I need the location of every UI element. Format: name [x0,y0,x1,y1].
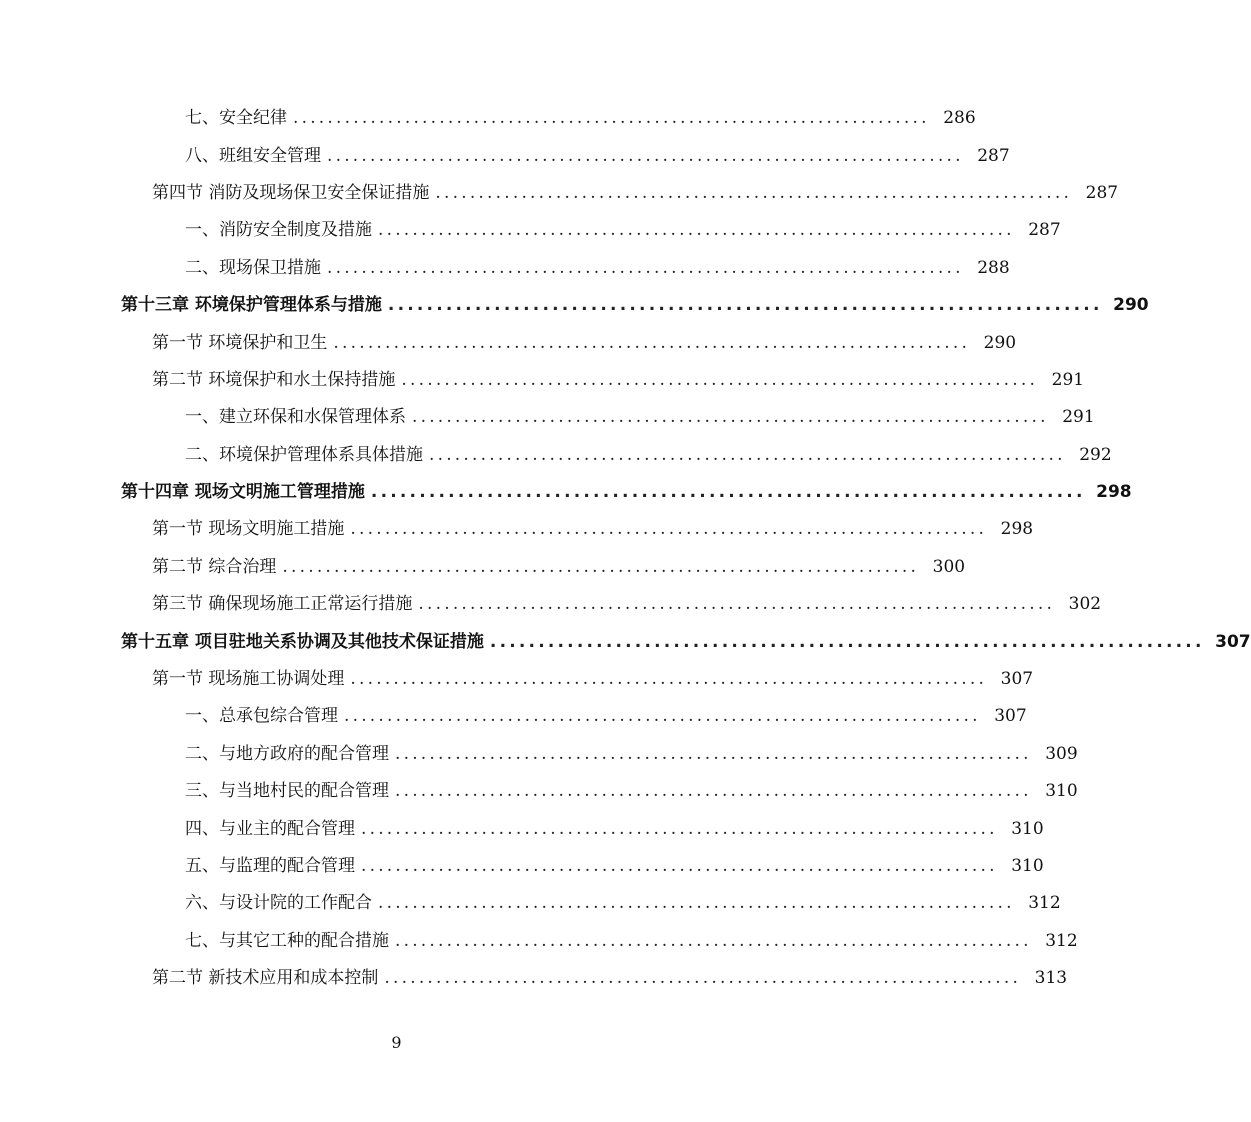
toc-entry[interactable] [0,212,1061,249]
toc-leader-dots: .......................................................................... [418,594,1056,615]
toc-entry-page: 291 [1062,407,1095,428]
toc-entry[interactable] [0,250,1010,287]
toc-entry-page: 298 [1000,519,1034,540]
toc-leader-dots: .......................................................................... [361,818,998,839]
toc-leader-dots: .......................................................................... [489,631,1205,652]
toc-entry-page: 290 [983,332,1017,353]
toc-entry-title: 一、总承包综合管理 [185,706,338,727]
toc-leader-dots: .......................................................................... [327,257,964,278]
toc-entry[interactable] [0,287,1149,324]
toc-entry-page: 313 [1034,968,1068,989]
toc-leader-dots: .......................................................................... [327,145,964,166]
toc-entry[interactable] [0,437,1112,474]
toc-leader-dots: .......................................................................... [401,369,1039,390]
toc-entry-page: 290 [1113,295,1149,316]
toc-entry-title: 第一节 现场文明施工措施 [152,519,345,540]
toc-entry-title: 第二节 新技术应用和成本控制 [152,968,379,989]
toc-entry-page: 291 [1051,369,1085,390]
toc-entry-title: 七、安全纪律 [185,108,287,129]
toc-entry-page: 307 [994,706,1027,727]
toc-entry[interactable] [0,399,1095,436]
toc-entry[interactable] [0,773,1078,810]
toc-leader-dots: .......................................................................... [395,743,1032,764]
toc-entry-title: 二、现场保卫措施 [185,257,321,278]
toc-entry-title: 七、与其它工种的配合措施 [185,930,389,951]
toc-entry[interactable] [0,586,1102,623]
toc-entry-title: 第一节 现场施工协调处理 [152,669,345,690]
toc-entry[interactable] [0,100,976,137]
toc-entry-page: 312 [1028,893,1061,914]
toc-entry[interactable] [0,511,1034,548]
toc-leader-dots: .......................................................................... [361,856,998,876]
toc-entry-page: 288 [977,257,1010,278]
toc-entry[interactable] [0,810,1044,847]
toc-entry[interactable] [0,736,1078,773]
toc-entry[interactable] [0,175,1119,212]
toc-entry-title: 第一节 环境保护和卫生 [152,332,328,353]
toc-entry-page: 312 [1045,930,1078,951]
toc-entry-title: 第二节 综合治理 [152,556,277,577]
toc-entry-title: 一、建立环保和水保管理体系 [185,407,406,428]
toc-entry-page: 307 [1000,669,1034,690]
toc-leader-dots: .......................................................................... [378,220,1015,241]
toc-leader-dots: .......................................................................... [387,295,1103,316]
toc-leader-dots: .......................................................................... [282,556,920,577]
toc-entry-page: 309 [1045,743,1078,764]
toc-entry[interactable] [0,848,1044,885]
toc-leader-dots: .......................................................................... [412,407,1049,428]
toc-entry-page: 310 [1045,781,1078,802]
toc-entry[interactable] [0,960,1068,997]
toc-entry-title: 第四节 消防及现场保卫安全保证措施 [152,182,430,203]
toc-leader-dots: .......................................................................... [344,706,981,727]
toc-entry-title: 一、消防安全制度及措施 [185,220,372,241]
toc-entry[interactable] [0,885,1061,922]
toc-entry-title: 第十四章 现场文明施工管理措施 [121,482,365,503]
toc-entry-page: 302 [1068,594,1102,615]
toc-leader-dots: .......................................................................... [384,968,1022,989]
toc-entry-title: 二、环境保护管理体系具体措施 [185,444,423,465]
toc-entry-page: 287 [1028,220,1061,241]
toc-leader-dots: .......................................................................... [395,930,1032,951]
toc-entry-title: 四、与业主的配合管理 [185,818,355,839]
toc-entry[interactable] [0,137,1010,174]
toc-entry-page: 300 [932,556,966,577]
toc-entry-page: 310 [1011,818,1044,839]
toc-entry-page: 307 [1215,631,1251,652]
toc-leader-dots: .......................................................................... [395,781,1032,802]
toc-entry-title: 五、与监理的配合管理 [185,856,355,876]
toc-leader-dots: .......................................................................... [429,444,1066,465]
toc-entry-page: 286 [943,108,976,129]
toc-leader-dots: .......................................................................... [350,519,988,540]
toc-entry[interactable] [0,661,1034,698]
toc-entry-page: 287 [1085,182,1119,203]
toc-entry-title: 第二节 环境保护和水土保持措施 [152,369,396,390]
toc-entry[interactable] [0,698,1027,735]
toc-entry-title: 第十三章 环境保护管理体系与措施 [121,295,382,316]
toc-entry[interactable] [0,623,1251,660]
toc-entry-title: 八、班组安全管理 [185,145,321,166]
toc-leader-dots: .......................................................................... [370,482,1086,503]
toc-entry-page: 298 [1096,482,1132,503]
toc-entry[interactable] [0,474,1132,511]
toc-entry[interactable] [0,549,966,586]
toc-entry-page: 292 [1079,444,1112,465]
toc-entry-title: 六、与设计院的工作配合 [185,893,372,914]
toc-leader-dots: .......................................................................... [435,182,1073,203]
toc-entry-title: 二、与地方政府的配合管理 [185,743,389,764]
toc-entry[interactable] [0,362,1085,399]
toc-leader-dots: .......................................................................... [293,108,930,129]
table-of-contents [0,100,1251,997]
toc-leader-dots: .......................................................................... [333,332,971,353]
toc-entry-page: 310 [1011,856,1044,876]
toc-entry-title: 第十五章 项目驻地关系协调及其他技术保证措施 [121,631,484,652]
toc-entry-title: 三、与当地村民的配合管理 [185,781,389,802]
toc-entry-title: 第三节 确保现场施工正常运行措施 [152,594,413,615]
toc-entry[interactable] [0,923,1078,960]
toc-entry[interactable] [0,324,1017,361]
toc-leader-dots: .......................................................................... [350,669,988,690]
page-number: 9 [391,1033,402,1052]
toc-leader-dots: .......................................................................... [378,893,1015,914]
toc-entry-page: 287 [977,145,1010,166]
